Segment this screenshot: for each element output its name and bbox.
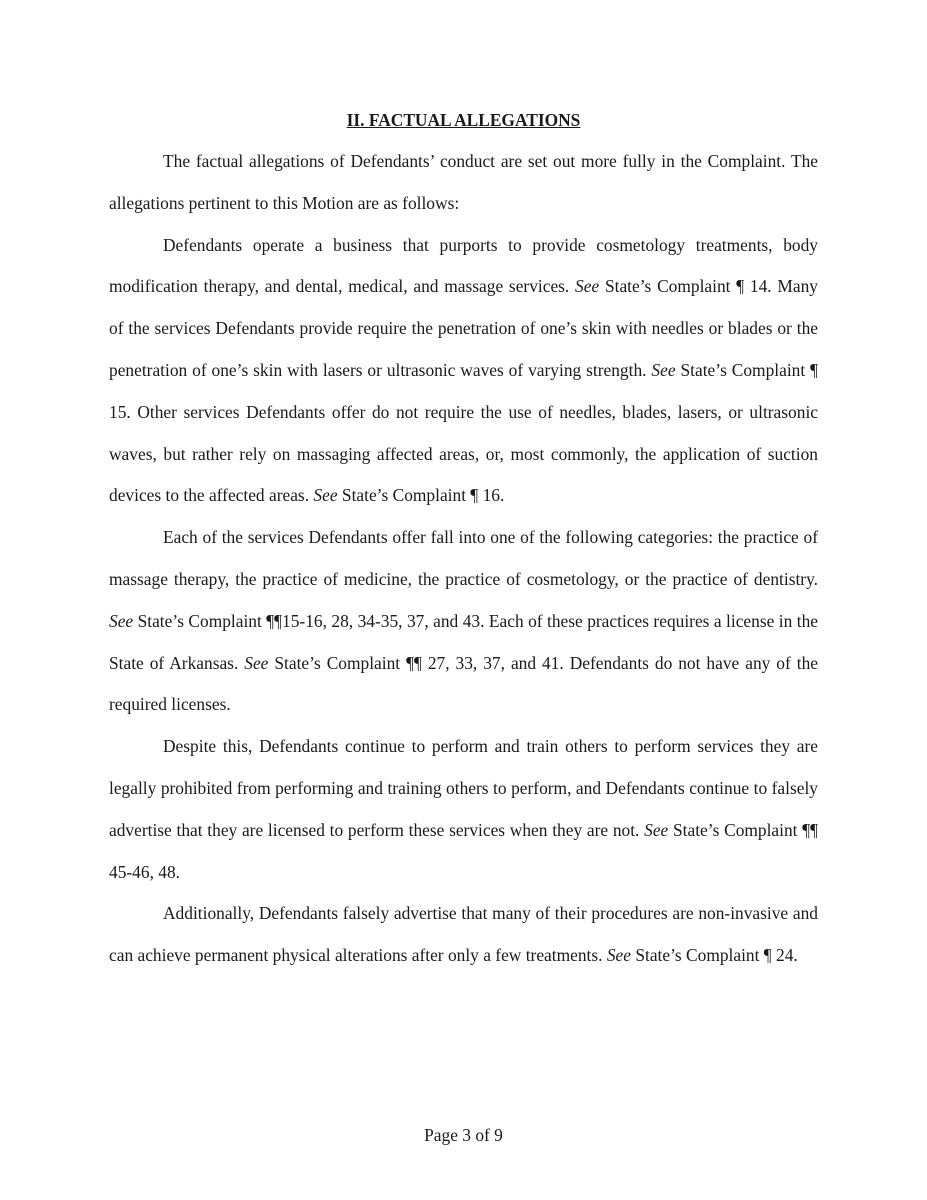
paragraph-text: Each of the services Defendants offer fall into one of the following categories: the practice of massage therapy, the practice of medicine, the practice of cosmetology, or the practice of dentistry. xyxy=(109,527,818,589)
paragraph-text: State’s Complaint ¶ 16. xyxy=(337,485,505,506)
paragraph-text: State’s Complaint ¶¶ 27, 33, 37, and 41. Defendants do not have any of the required licenses. xyxy=(109,652,819,715)
paragraph-text: State’s Complaint ¶ 24. xyxy=(630,945,798,966)
paragraph-text: The factual allegations of Defendants’ conduct are set out more fully in the Complaint. The allegations pertinent to this Motion are as follows: xyxy=(109,151,818,213)
document-body xyxy=(109,141,818,977)
paragraph-prohibited-conduct xyxy=(109,726,818,893)
section-heading: II. FACTUAL ALLEGATIONS xyxy=(346,110,581,130)
paragraph-text: State’s Complaint ¶ 14. Many of the services Defendants provide require the penetration of one’s skin with needles or blades or the penetration of one’s skin with lasers or ultrasonic waves of varying strength. xyxy=(109,276,818,380)
citation-signal: See xyxy=(651,359,676,380)
paragraph-intro xyxy=(109,141,818,225)
paragraph-business-services xyxy=(109,225,818,518)
citation-signal: See xyxy=(606,945,631,966)
paragraph-text: Additionally, Defendants falsely advertise that many of their procedures are non-invasive and can achieve permanent physical alterations after only a few treatments. xyxy=(109,903,818,966)
citation-signal: See xyxy=(575,276,600,297)
paragraph-false-advertising xyxy=(109,893,818,977)
paragraph-text: State’s Complaint ¶¶15-16, 28, 34-35, 37, and 43. Each of these practices requires a license in the State of Arkansas. xyxy=(109,610,818,673)
citation-signal: See xyxy=(644,819,669,840)
citation-signal: See xyxy=(244,652,269,673)
paragraph-text: State’s Complaint ¶ 15. Other services Defendants offer do not require the use of needles, blades, lasers, or ultrasonic waves, but rather rely on massaging affected areas, or, most commonly, the application of suction devices to the affected areas. xyxy=(109,359,818,506)
citation-signal: See xyxy=(109,610,134,631)
paragraph-text: State’s Complaint ¶¶ 45-46, 48. xyxy=(109,819,819,882)
paragraph-licensing xyxy=(109,517,818,726)
citation-signal: See xyxy=(313,485,338,506)
paragraph-text: Despite this, Defendants continue to perform and train others to perform services they are legally prohibited from performing and training others to perform, and Defendants continue to falsely advertise that they are licensed to perform these services when they are not. xyxy=(109,736,818,840)
page-number: Page 3 of 9 xyxy=(424,1125,503,1145)
paragraph-text: Defendants operate a business that purports to provide cosmetology treatments, body modification therapy, and dental, medical, and massage services. xyxy=(109,234,818,297)
